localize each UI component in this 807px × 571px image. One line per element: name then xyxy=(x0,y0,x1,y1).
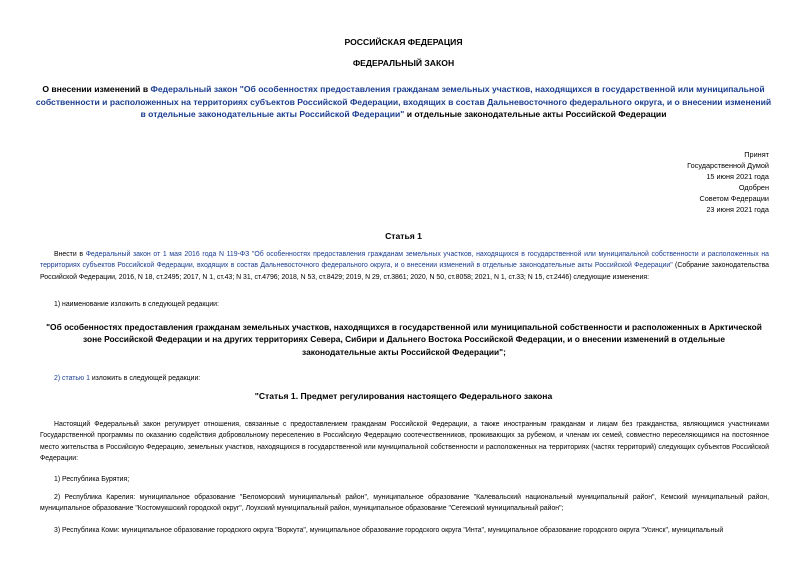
law-title-prefix: О внесении изменений в xyxy=(42,84,151,94)
regulation-scope-text xyxy=(40,419,769,464)
approval-date: 23 июня 2021 года xyxy=(706,205,769,214)
amended-law-link[interactable]: Федеральный закон "Об особенностях предоставления гражданам земельных участков, находящихся в государственной или муниципальной собственности и расположенных на территориях субъектов Российской Федерации, входящих в состав Дальневосточного федерального округа, и о внесении изменений в отдельные законодательные акты Российской Федерации" xyxy=(35,84,772,119)
item-1-text: 1) наименование изложить в следующей редакции: xyxy=(54,301,219,308)
country-heading: РОССИЙСКАЯ ФЕДЕРАЦИЯ xyxy=(344,37,463,47)
adoption-line: Государственной Думой xyxy=(687,161,769,170)
item-1 xyxy=(40,299,769,310)
doc-type-heading: ФЕДЕРАЛЬНЫЙ ЗАКОН xyxy=(352,58,455,68)
federal-law-119-link[interactable]: Федеральный закон от 1 мая 2016 года N 119-ФЗ "Об особенностях предоставления гражданам земельных участков, находящихся в государственной или муниципальной собственности и расположенных на территориях субъектов Российской Федерации, входящих в состав Дальневосточного федерального округа, и о внесении изменений в отдельные законодательные акты Российской Федерации" xyxy=(40,251,769,270)
item-2 xyxy=(40,373,769,384)
adoption-date: 15 июня 2021 года xyxy=(706,172,769,181)
intro-suffix: (Собрание законодательства Российской Федерации, 2016, N 18, ст.2495; 2017, N 1, ст.43; N 31, ст.4796; 2018, N 53, ст.8429; 2019, N 29, ст.3861; 2020, N 50, ст.8058; 2021, N 1, ст.33; N 15, ст.2446) следующие изменения: xyxy=(40,262,769,281)
regulation-scope-body: Настоящий Федеральный закон регулирует отношения, связанные с предоставлением гражданам Российской Федерации, а также иностранным гражданам и лицам без гражданства, являющимся участниками Государственной программы по оказанию содействия добровольному переселению в Российскую Федерацию соотечественников, проживающих за рубежом, и членам их семей, совместно переселяющимся на постоянное место жительства в Российскую Федерацию, земельных участков, находящихся в государственной или муниципальной собственности и расположенных на территориях (частях территорий) следующих субъектов Российской Федерации: xyxy=(40,421,769,462)
law-title xyxy=(35,83,772,121)
region-item-2 xyxy=(40,492,769,515)
region-item-text: 1) Республика Бурятия; xyxy=(54,476,130,483)
article-1-intro xyxy=(40,249,769,283)
item-2-prefix: 2) xyxy=(54,375,63,382)
region-item-3 xyxy=(40,525,769,536)
law-title-suffix: и отдельные законодательные акты Российской Федерации xyxy=(404,109,667,119)
item-2-suffix: изложить в следующей редакции: xyxy=(89,375,201,382)
new-article-title: "Статья 1. Предмет регулирования настоящего Федерального закона xyxy=(254,391,553,401)
article-1-link[interactable]: статью 1 xyxy=(62,375,90,382)
region-item-text: 3) Республика Коми: муниципальное образование городского округа "Воркута", муниципальное образование городского округа "Инта", муниципальное образование городского округа "Усинск", муниципальный xyxy=(54,527,724,534)
article-1-heading: Статья 1 xyxy=(385,231,422,241)
adoption-block xyxy=(639,149,769,215)
region-item-1 xyxy=(40,474,769,485)
approval-line: Советом Федерации xyxy=(699,194,769,203)
region-item-text: 2) Республика Карелия: муниципальное образование "Беломорский муниципальный район", муниципальное образование "Калевальский национальный муниципальный район", Кемский муниципальный район, муниципальное образование "Костомукшский городской округ", Лоухский муниципальный район, муниципальное образование "Сегежский муниципальный район"; xyxy=(40,494,769,513)
adoption-line: Принят xyxy=(744,150,769,159)
approval-line: Одобрен xyxy=(738,183,769,192)
intro-prefix: Внести в xyxy=(54,251,86,258)
new-title-quote: "Об особенностях предоставления гражданам земельных участков, находящихся в государственной или муниципальной собственности и расположенных в Арктической зоне Российской Федерации и на других территориях Севера, Сибири и Дальнего Востока Российской Федерации, и о внесении изменений в отдельные законодательные акты Российской Федерации"; xyxy=(46,322,762,357)
